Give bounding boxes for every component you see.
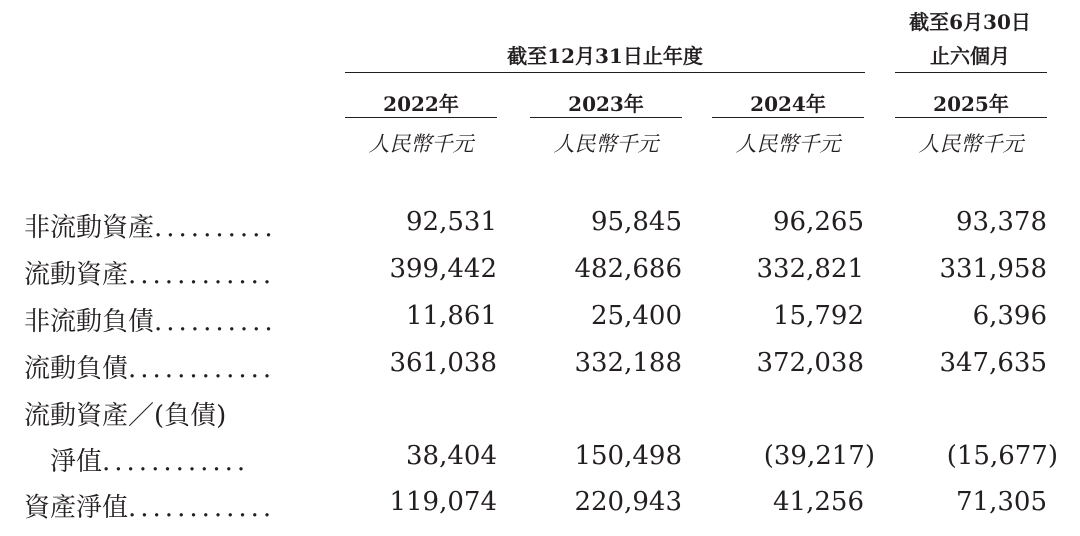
row-label-net-assets: 資產淨值 ............ [24,493,276,523]
cell-non-current-assets-2025: 93,378 [956,207,1047,237]
row-label-non-current-liabilities: 非流動負債 .......... [24,307,277,337]
cell-current-assets-2023: 482,686 [574,254,682,284]
cell-current-assets-2025: 331,958 [939,254,1047,284]
row-label-net-value: 淨值 ............ [50,447,250,477]
row-label-current-liabilities: 流動負債 ............ [24,354,276,384]
cell-net-current-2023: 150,498 [574,441,682,471]
cell-current-assets-2024: 332,821 [756,254,864,284]
unit-label-2024: 人民幣千元 [735,132,841,156]
cell-net-current-2022: 38,404 [406,441,497,471]
year-header-2022: 2022年 [383,92,459,116]
cell-net-assets-2022: 119,074 [389,487,497,517]
year-header-2023: 2023年 [568,92,644,116]
unit-label-2025: 人民幣千元 [918,132,1024,156]
annual-group-rule [345,72,865,73]
cell-current-liabilities-2024: 372,038 [756,348,864,378]
cell-net-current-2024: (39,217) [763,441,875,471]
cell-net-assets-2024: 41,256 [773,487,864,517]
unit-label-2023: 人民幣千元 [553,132,659,156]
unit-label-2022: 人民幣千元 [368,132,474,156]
interim-period-label-line2: 止六個月 [930,44,1010,68]
row-label-current-assets: 流動資產 ............ [24,260,276,290]
row-label-non-current-assets: 非流動資產 .......... [24,213,277,243]
cell-non-current-assets-2024: 96,265 [773,207,864,237]
cell-non-current-liabilities-2025: 6,396 [972,301,1047,331]
year-rule-2024 [712,117,864,118]
cell-non-current-liabilities-2023: 25,400 [591,301,682,331]
interim-period-label-line1: 截至6月30日 [909,10,1031,34]
year-rule-2025 [895,117,1047,118]
cell-net-assets-2023: 220,943 [574,487,682,517]
cell-current-liabilities-2025: 347,635 [939,348,1047,378]
cell-non-current-assets-2022: 92,531 [406,207,497,237]
year-header-2025: 2025年 [933,92,1009,116]
year-rule-2022 [345,117,497,118]
year-rule-2023 [530,117,682,118]
cell-current-liabilities-2023: 332,188 [574,348,682,378]
cell-current-assets-2022: 399,442 [389,254,497,284]
cell-current-liabilities-2022: 361,038 [389,348,497,378]
row-label-net-current-assets-liabilities: 流動資產／(負債) [24,401,227,431]
annual-period-label: 截至12月31日止年度 [507,44,703,68]
cell-net-current-2025: (15,677) [946,441,1058,471]
cell-non-current-assets-2023: 95,845 [591,207,682,237]
year-header-2024: 2024年 [750,92,826,116]
cell-net-assets-2025: 71,305 [956,487,1047,517]
interim-group-rule [895,72,1047,73]
cell-non-current-liabilities-2022: 11,861 [406,301,497,331]
cell-non-current-liabilities-2024: 15,792 [773,301,864,331]
